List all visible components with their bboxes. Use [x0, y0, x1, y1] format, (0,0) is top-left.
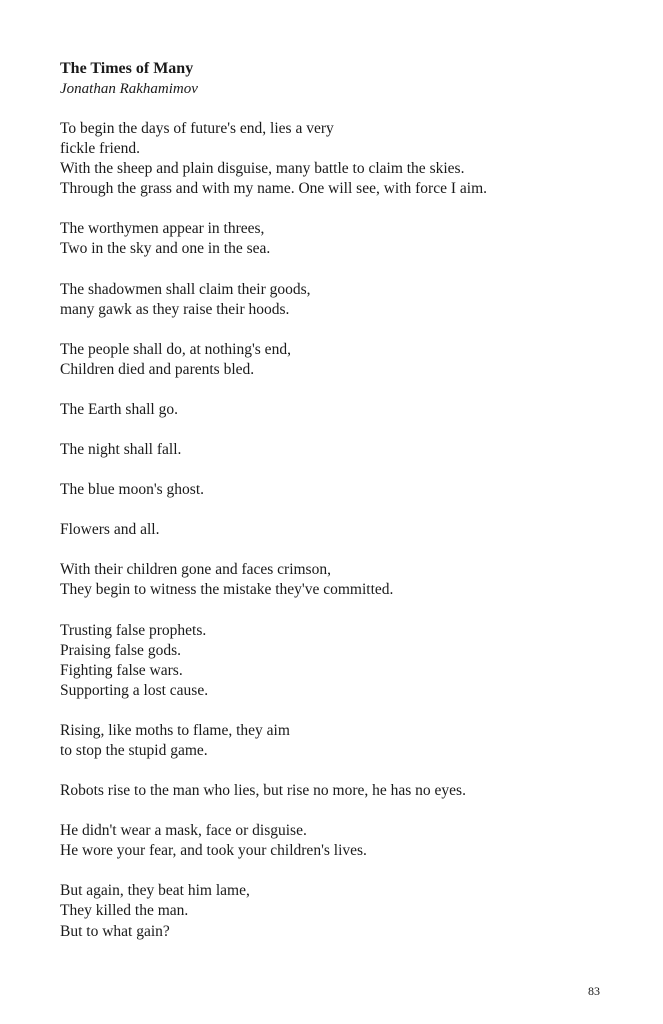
poem-line: many gawk as they raise their hoods.: [60, 300, 290, 318]
poem-title: The Times of Many: [60, 60, 194, 77]
poem-line: Fighting false wars.: [60, 661, 183, 679]
poem-line: Children died and parents bled.: [60, 360, 255, 378]
poem-line: Flowers and all.: [60, 521, 160, 539]
page-number: 83: [588, 984, 600, 998]
poem-stanza: [60, 821, 620, 861]
poem-stanza: [60, 480, 620, 500]
poem-stanza: [60, 881, 620, 941]
poem-stanza: [60, 219, 620, 259]
poem-line: Two in the sky and one in the sea.: [60, 240, 271, 258]
poem-line: The night shall fall.: [60, 441, 182, 459]
poem-stanza: [60, 440, 620, 460]
poem-line: fickle friend.: [60, 140, 141, 158]
poem-stanza: [60, 119, 620, 199]
poem-line: He wore your fear, and took your children's lives.: [60, 842, 367, 860]
poem-stanza: [60, 340, 620, 380]
poem-stanza: [60, 781, 620, 801]
poem-line: The Earth shall go.: [60, 400, 178, 418]
poem-line: to stop the stupid game.: [60, 741, 208, 759]
poem-line: The people shall do, at nothing's end,: [60, 340, 291, 358]
poem-line: Trusting false prophets.: [60, 621, 207, 639]
poem-line: But to what gain?: [60, 922, 170, 940]
poem-line: To begin the days of future's end, lies a very: [60, 120, 334, 137]
poem-body: [60, 119, 620, 942]
poem-line: The worthymen appear in threes,: [60, 220, 265, 238]
poem-line: Robots rise to the man who lies, but rise no more, he has no eyes.: [60, 782, 466, 800]
poem-stanza: [60, 560, 620, 600]
poem-stanza: [60, 621, 620, 701]
poem-line: They killed the man.: [60, 902, 189, 920]
poem-page: [60, 59, 620, 962]
poem-line: But again, they beat him lame,: [60, 882, 250, 900]
poem-stanza: [60, 721, 620, 761]
poem-line: They begin to witness the mistake they've committed.: [60, 581, 394, 599]
poem-stanza: [60, 400, 620, 420]
poem-author: Jonathan Rakhamimov: [60, 81, 198, 97]
poem-line: The blue moon's ghost.: [60, 481, 205, 499]
poem-line: He didn't wear a mask, face or disguise.: [60, 822, 307, 840]
poem-line: Supporting a lost cause.: [60, 681, 209, 699]
poem-line: With the sheep and plain disguise, many battle to claim the skies.: [60, 160, 465, 178]
poem-line: Through the grass and with my name. One will see, with force I aim.: [60, 180, 487, 198]
poem-stanza: [60, 280, 620, 320]
poem-line: With their children gone and faces crimson,: [60, 561, 331, 579]
poem-line: The shadowmen shall claim their goods,: [60, 280, 311, 298]
poem-line: Rising, like moths to flame, they aim: [60, 721, 290, 739]
poem-stanza: [60, 520, 620, 540]
poem-line: Praising false gods.: [60, 641, 181, 659]
